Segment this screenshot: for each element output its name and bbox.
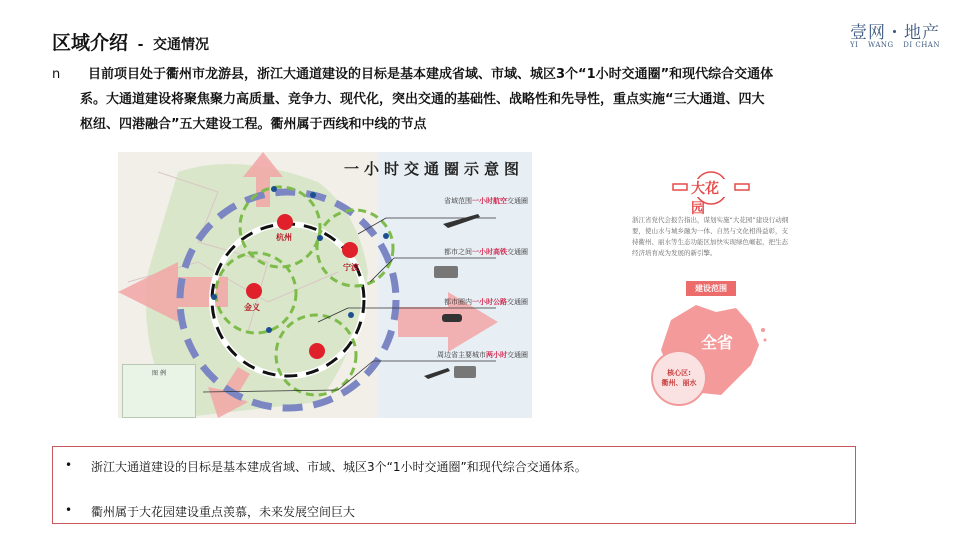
summary-item-2 (65, 503, 355, 520)
garden-description: 浙江省党代会报告指出，谋划实施“大花园”建设行动纲要，使山水与城乡融为一体、自然与文化相得益彰，支持衢州、丽水等生态功能区加快实现绿色崛起，把生态经济培育成为发展的新引擎。 (632, 216, 789, 257)
garden-infographic (628, 165, 794, 390)
map-label-road: 都市圈内一小时公路交通圈 (444, 298, 528, 306)
intro-line-2: 系。大通道建设将聚焦聚力高质量、竞争力、现代化，突出交通的基础性、战略性和先导性，重点实施“三大通道、四大 (80, 92, 765, 107)
garden-badge (671, 175, 751, 217)
summary-item-text: 浙江大通道建设的目标是基本建成省域、市域、城区3个“1小时交通圈”和现代综合交通体系。 (91, 460, 587, 474)
map-label-two-hour: 周边省主要城市两小时交通圈 (437, 351, 528, 359)
scope-badge: 建设范围 (686, 281, 736, 296)
map-title: 一小时交通圈示意图 (343, 160, 524, 178)
summary-item-1 (65, 458, 587, 475)
bullet-icon: • (65, 503, 73, 517)
page-title (52, 28, 209, 55)
summary-item-text: 衢州属于大花园建设重点羡慕，未来发展空间巨大 (91, 505, 356, 519)
brand-logo-zh: 壹网・地产 (850, 23, 940, 43)
bullet-icon: • (65, 458, 73, 472)
page-title-main: 区域介绍 (52, 32, 129, 54)
brand-logo-en-2: WANG (868, 41, 894, 49)
intro-paragraph (52, 62, 912, 137)
map-legend (122, 364, 196, 418)
page-subtitle: 交通情况 (152, 37, 209, 53)
page-title-separator: - (137, 37, 144, 53)
city-hangzhou: 杭州 (276, 233, 292, 242)
province-map (651, 300, 771, 390)
province-label: 全省 (701, 333, 734, 352)
map-label-rail: 都市之间一小时高铁交通圈 (444, 248, 528, 256)
brand-logo-en-1: YI (850, 41, 859, 49)
summary-box (52, 446, 856, 524)
intro-line-3: 枢纽、四港融合”五大建设工程。衢州属于西线和中线的节点 (80, 117, 427, 132)
intro-bullet: n (52, 67, 61, 82)
city-jinhua: 金义 (244, 303, 260, 312)
map-legend-title: 图 例 (152, 370, 166, 377)
core-zone-circle (651, 350, 707, 406)
intro-line-1: 目前项目处于衢州市龙游县，浙江大通道建设的目标是基本建成省域、市域、城区3个“1小时交通圈”和现代综合交通体 (88, 67, 774, 82)
core-zone-label: 核心区: (667, 369, 691, 377)
city-ningbo: 宁波 (343, 263, 359, 272)
map-label-air: 省域范围一小时航空交通圈 (444, 197, 528, 205)
brand-logo-en-3: DI CHAN (903, 41, 940, 49)
brand-logo (850, 18, 940, 49)
garden-badge-label: 大花园 (691, 181, 719, 217)
transport-circle-map (118, 152, 532, 418)
core-zone-cities: 衢州、丽水 (661, 379, 697, 387)
